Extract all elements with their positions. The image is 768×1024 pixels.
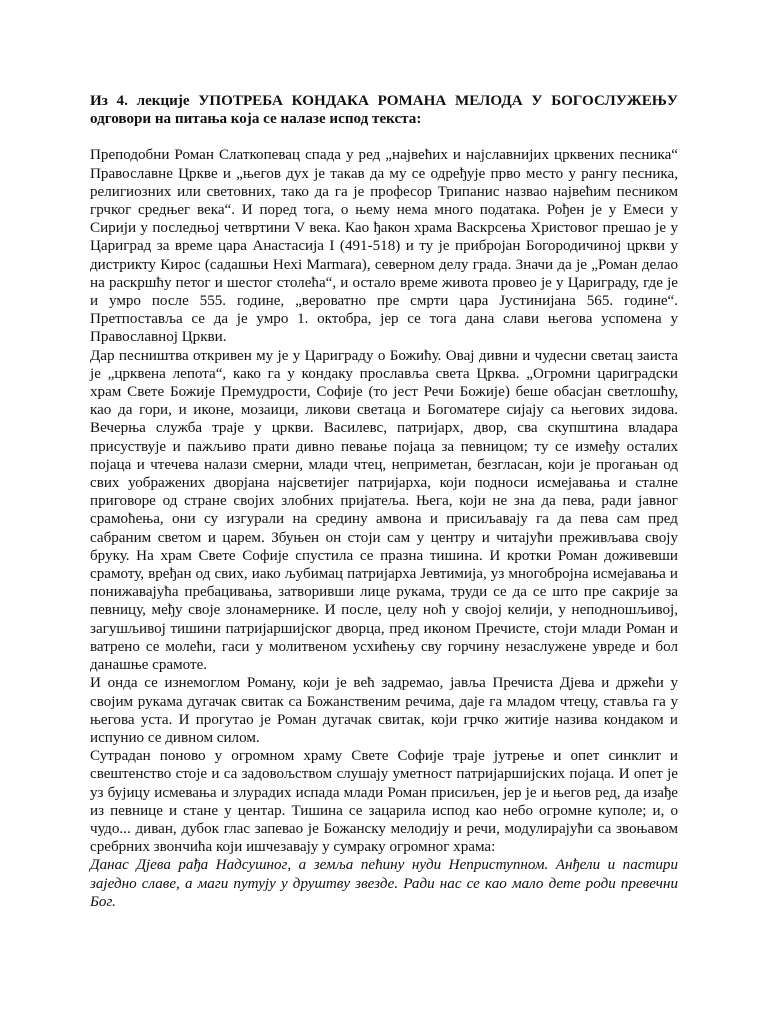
paragraph-vision: И онда се изнемоглом Роману, који је већ задремао, јавља Пречиста Дјева и држећи у својим рукама дугачак свитак са Божанственим речима, даје га младом чтецу, ставља га у његова уста. И прогутао је Роман дугачак свитак, који грчко житије назива кондаком и испунио се дивном силом.: [90, 675, 678, 746]
paragraph-morning-service: Сутрадан поново у огромном храму Свете Софије траје јутрење и опет синклит и свештенство стоје и са задовољством слушају уметност патријаршијских појаца. И опет је уз бујицу исмевања и злурадих испада млади Роман присиљен, јер је и његов ред, да изађе из певнице и стане у центар. Тишина се зацарила испод као небо огромне куполе; и, о чудо... диван, дубок глас запевао је Божанску мелодију и речи, модулирајући са звоњавом сребрних звончића који ишчезавају у сумраку огромног храма:: [90, 748, 678, 856]
assignment-heading: Из 4. лекције УПОТРЕБА КОНДАКА РОМАНА МЕЛОДА У БОГОСЛУЖЕЊУ одговори на питања која се налазе испод текста:: [90, 93, 678, 128]
paragraph-biography: Преподобни Роман Слаткопевац спада у ред „највећих и најславнијих црквених песника“ Православне Цркве и „његов дух је такав да му се одређује прво место у рангу песника, религиозних или световних, тако да га је професор Трипанис назвао највећим песником грчког средњег века“. И поред тога, о њему нема много података. Рођен је у Емеси у Сирији у последњој четвртини V века. Као ђакон храма Васкрсења Христовог прешао је у Цариград за време цара Анастасија I (491-518) и ту је прибројан Богородичиној цркви у дистрикту Кирос (садашњи Hexi Marmara), северном делу града. Значи да је „Роман делао на раскршћу петог и шестог столећа“, и остало време живота провео је у Цариграду, где је и умро после 555. године, „вероватно пре смрти цара Јустинијана 565. године“. Претпоставља се да је умро 1. октобра, јер се тога дана слави његова успомена у Православној Цркви.: [90, 147, 678, 346]
hymn-text: Данас Дјева рађа Надсушног, а земља пећину нуди Неприступном. Анђели и пастири заједно славе, а маги путују у друштву звезде. Ради нас се као мало дете роди превечни Бог.: [90, 857, 678, 910]
document-page: [90, 92, 678, 911]
paragraph-gift-of-poetry: Дар песништва откривен му је у Цариграду о Божићу. Овај дивни и чудесни светац заиста је „црквена лепота“, како га у кондаку прославља света Црква. „Огромни цариградски храм Свете Божије Премудрости, Софије (то јест Речи Божије) беше обасјан светлошћу, као да гори, и иконе, мозаици, ликови светаца и Богоматере сијају са његових зидова. Вечерња служба траје у цркви. Василевс, патријарх, двор, сва скупштина владара присуствује и пажљиво прати дивно певање појаца за певницом; ту се између осталих појаца и чтечева налази смерни, млади чтец, неприметан, безгласан, који је прогањан од свих уображених дворјана најсветијег патријарха, који подноси исмејавања и сталне приговоре од стране својих злобних пријатеља. Њега, који не зна да пева, ради јавног срамоћења, они су изгурали на средину амвона и присиљавају га да пева сам пред сабраним светом и царем. Збуњен он стоји сам у центру и читајући преживљава своју бруку. На храм Свете Софије спустила се празна тишина. И кротки Роман доживевши срамоту, вређан од свих, иако љубимац патријарха Јевтимија, уз многобројна исмејавања и понижавајућа пребацивања, затворивши лице рукама, труди се да се што пре сакрије за певницу, међу своје злонамернике. И после, целу ноћ у својој келији, у неподношљивој, загушљивој тишини патријаршијског дворца, пред иконом Пречисте, стоји млади Роман и ватрено се молећи, гаси у молитвеном усхићењу сву горчину незаслужене увреде и бол данашње срамоте.: [90, 347, 678, 674]
